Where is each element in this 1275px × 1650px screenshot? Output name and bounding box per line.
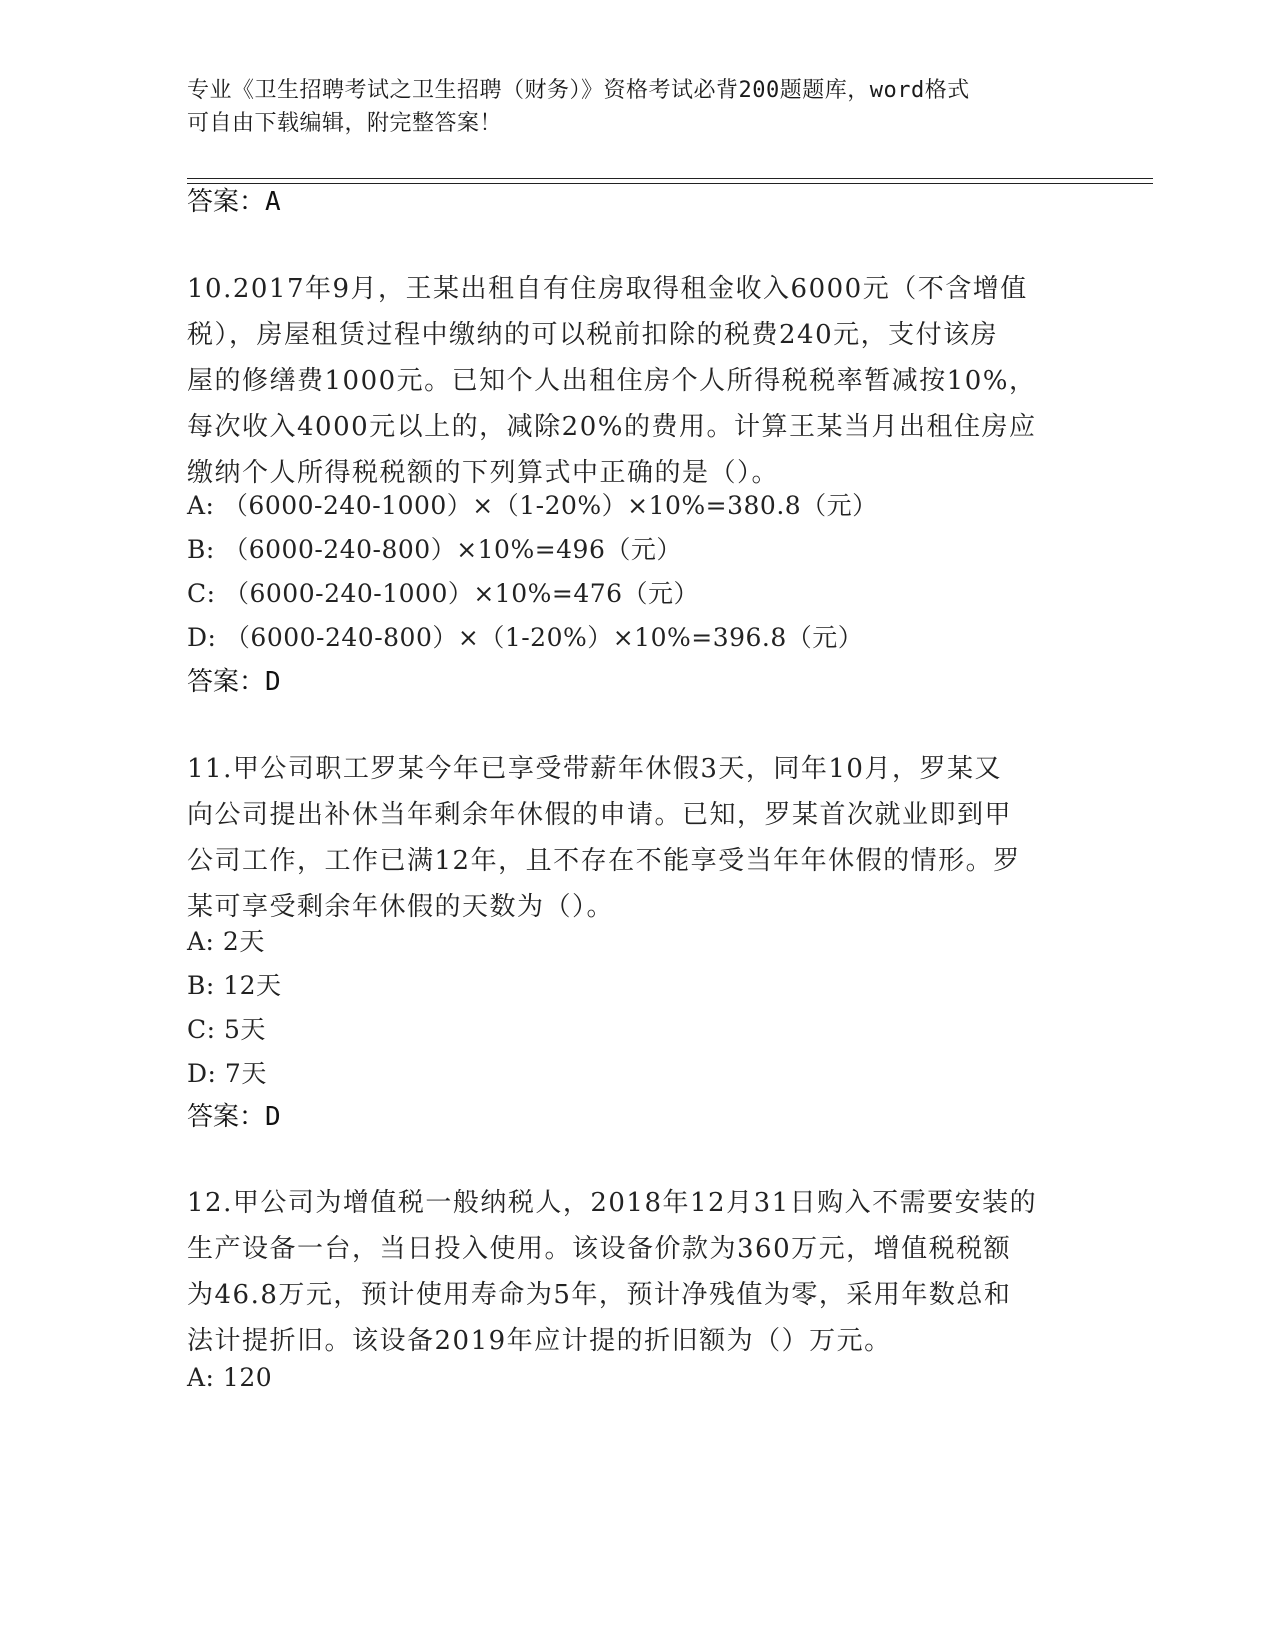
option-d: D: （6000-240-800）×（1-20%）×10%=396.8（元） (187, 623, 864, 652)
option-a: A: （6000-240-1000）×（1-20%）×10%=380.8（元） (187, 491, 878, 520)
question-line: 法计提折旧。该设备2019年应计提的折旧额为（）万元。 (187, 1326, 892, 1356)
option-b: B: （6000-240-800）×10%=496（元） (187, 535, 682, 564)
question-line: 为46.8万元，预计使用寿命为5年，预计净残值为零，采用年数总和 (187, 1280, 1012, 1310)
question-11 (187, 746, 1077, 930)
question-line: 每次收入4000元以上的，减除20%的费用。计算王某当月出租住房应 (187, 412, 1037, 442)
question-line: 屋的修缮费1000元。已知个人出租住房个人所得税税率暂减按10%， (187, 366, 1037, 396)
question-line: 11.甲公司职工罗某今年已享受带薪年休假3天，同年10月，罗某又 (187, 754, 1002, 784)
option-c: C: （6000-240-1000）×10%=476（元） (187, 579, 700, 608)
header-rule-bottom (187, 183, 1153, 184)
option-c: C: 5天 (187, 1015, 266, 1044)
question-line: 税），房屋租赁过程中缴纳的可以税前扣除的税费240元，支付该房 (187, 320, 999, 350)
option-a: A: 120 (187, 1363, 273, 1392)
question-line: 公司工作，工作已满12年，且不存在不能享受当年年休假的情形。罗 (187, 846, 1021, 876)
option-b: B: 12天 (187, 971, 282, 1000)
question-line: 向公司提出补休当年剩余年休假的申请。已知，罗某首次就业即到甲 (187, 800, 1013, 830)
answer-10: 答案：D (187, 667, 281, 697)
question-line: 10.2017年9月，王某出租自有住房取得租金收入6000元（不含增值 (187, 274, 1028, 304)
question-line: 生产设备一台，当日投入使用。该设备价款为360万元，增值税税额 (187, 1234, 1012, 1264)
question-10 (187, 266, 1077, 496)
header-line-1: 专业《卫生招聘考试之卫生招聘（财务）》资格考试必背200题题库，word格式 (187, 78, 970, 103)
header-line-2: 可自由下载编辑，附完整答案！ (187, 111, 503, 136)
option-d: D: 7天 (187, 1059, 267, 1088)
question-line: 某可享受剩余年休假的天数为（）。 (187, 892, 615, 922)
question-12 (187, 1180, 1077, 1364)
header-rule-top (187, 178, 1153, 179)
answer-11: 答案：D (187, 1102, 281, 1132)
question-line: 缴纳个人所得税税额的下列算式中正确的是（）。 (187, 458, 780, 488)
question-line: 12.甲公司为增值税一般纳税人，2018年12月31日购入不需要安装的 (187, 1188, 1038, 1218)
document-header (187, 74, 1067, 140)
answer-previous: 答案：A (187, 187, 281, 217)
option-a: A: 2天 (187, 927, 265, 956)
